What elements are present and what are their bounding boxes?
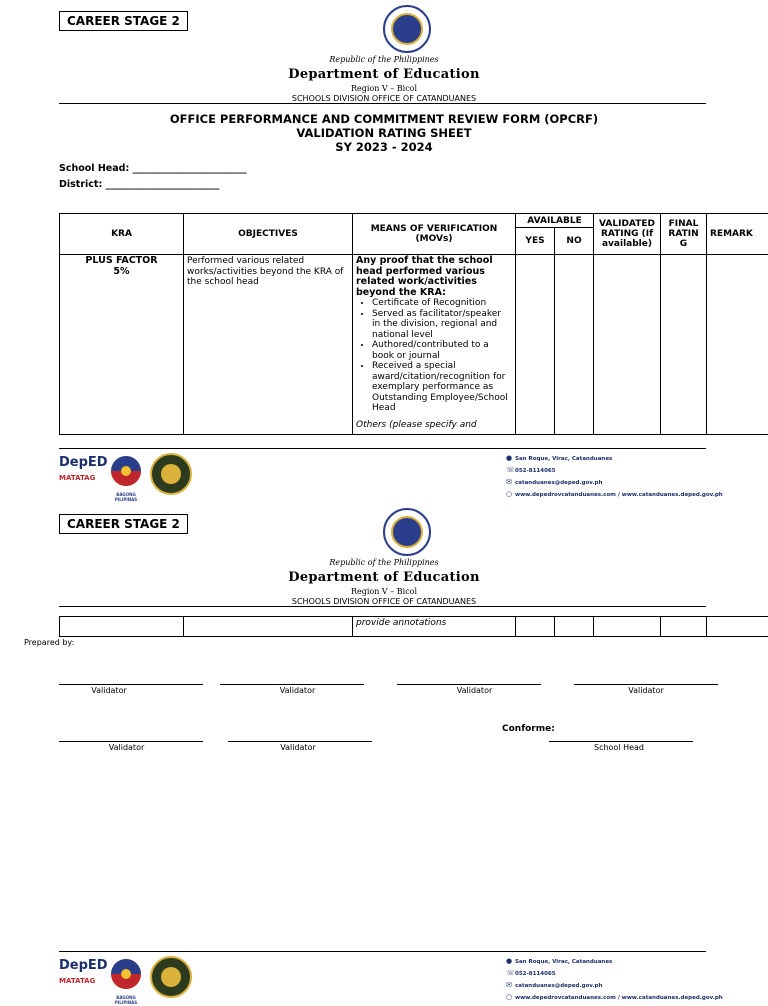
matatag-text: MATATAG bbox=[59, 474, 96, 482]
deped-seal-icon-2 bbox=[383, 508, 431, 556]
email-icon: ✉ bbox=[506, 981, 512, 989]
signature-line bbox=[397, 684, 541, 685]
phone-icon: ☏ bbox=[506, 969, 515, 977]
region-text-2: Region V – Bicol bbox=[350, 587, 418, 596]
location-pin-icon: ● bbox=[506, 957, 513, 965]
bagong-pilipinas-logo bbox=[106, 454, 146, 502]
validator-label: Validator bbox=[91, 686, 127, 695]
continuation-table bbox=[59, 616, 768, 637]
movs-cell bbox=[353, 255, 516, 435]
movs-item: • Authored/contributed to a book or journal bbox=[372, 340, 512, 361]
contact-block-2 bbox=[506, 956, 723, 1004]
movs-item: • Served as facilitator/speaker in the division, regional and national level bbox=[372, 309, 512, 341]
sdo-seal-icon bbox=[150, 453, 192, 495]
kra-cell-2 bbox=[60, 617, 184, 637]
deped-logo bbox=[59, 455, 108, 495]
no-cell bbox=[555, 255, 594, 435]
signature-line bbox=[59, 741, 203, 742]
sdo-seal-icon-2 bbox=[150, 956, 192, 998]
department-text: Department of Education bbox=[288, 67, 480, 82]
division-text: SCHOOLS DIVISION OFFICE OF CATANDUANES bbox=[291, 94, 477, 103]
validator-label: Validator bbox=[280, 743, 316, 752]
school-head-field: School Head: ________________________ bbox=[59, 163, 247, 174]
movs-heading: Any proof that the school head performed various related work/activities beyond the KRA: bbox=[356, 255, 493, 298]
region-text: Region V – Bicol bbox=[350, 84, 418, 93]
validated-cell-2 bbox=[594, 617, 661, 637]
address-text: San Roque, Virac, Catanduanes bbox=[515, 456, 613, 462]
footer-divider-2 bbox=[59, 951, 706, 952]
yes-cell-2 bbox=[516, 617, 555, 637]
form-title: OFFICE PERFORMANCE AND COMMITMENT REVIEW FORM (OPCRF) bbox=[169, 112, 599, 126]
website-text: www.depedrovcatanduanes.com / www.catanduanes.deped.gov.ph bbox=[515, 995, 723, 1001]
form-subtitle: VALIDATION RATING SHEET bbox=[296, 126, 472, 140]
department-text-2: Department of Education bbox=[288, 570, 480, 585]
header-divider-2 bbox=[59, 606, 706, 607]
kra-cell: PLUS FACTOR 5% bbox=[60, 255, 184, 435]
deped-logo-2 bbox=[59, 958, 108, 998]
phone-text: 052-8114065 bbox=[515, 468, 556, 474]
bagong-pilipinas-text: BAGONG PILIPINAS bbox=[114, 492, 138, 502]
career-stage-label: CAREER STAGE 2 bbox=[59, 11, 188, 31]
yes-cell bbox=[516, 255, 555, 435]
movs-item: • Received a special award/citation/recognition for exemplary performance as Outstanding Employee/School Head bbox=[372, 361, 512, 414]
yes-header: YES bbox=[516, 228, 555, 255]
deped-logo-text: DepED bbox=[59, 455, 108, 470]
final-cell bbox=[661, 255, 707, 435]
contact-block bbox=[506, 453, 723, 501]
signature-line bbox=[549, 741, 693, 742]
objectives-header: OBJECTIVES bbox=[184, 214, 353, 255]
validated-cell bbox=[594, 255, 661, 435]
prepared-by-label: Prepared by: bbox=[24, 638, 75, 647]
website-text: www.depedrovcatanduanes.com / www.catanduanes.deped.gov.ph bbox=[515, 492, 723, 498]
republic-text: Republic of the Philippines bbox=[329, 55, 439, 64]
validator-label: Validator bbox=[456, 686, 493, 695]
email-text: catanduanes@deped.gov.ph bbox=[515, 983, 603, 989]
validator-label: Validator bbox=[628, 686, 664, 695]
district-field: District: ________________________ bbox=[59, 179, 220, 190]
final-cell-2 bbox=[661, 617, 707, 637]
final-rating-header: FINAL RATIN G bbox=[661, 214, 707, 255]
movs-list bbox=[356, 298, 512, 414]
bagong-pilipinas-logo-2 bbox=[106, 957, 146, 1005]
signature-line bbox=[574, 684, 718, 685]
signature-line bbox=[220, 684, 364, 685]
conforme-label: Conforme: bbox=[502, 724, 555, 734]
bagong-pilipinas-icon bbox=[106, 957, 146, 991]
objective-cell-2 bbox=[184, 617, 353, 637]
career-stage-label-2: CAREER STAGE 2 bbox=[59, 514, 188, 534]
globe-icon: ○ bbox=[506, 993, 513, 1001]
rating-table bbox=[59, 213, 768, 435]
location-pin-icon: ● bbox=[506, 454, 513, 462]
matatag-text: MATATAG bbox=[59, 977, 96, 985]
signature-line bbox=[228, 741, 372, 742]
school-year: SY 2023 - 2024 bbox=[335, 140, 433, 154]
signature-line bbox=[59, 684, 203, 685]
movs-item: • Certificate of Recognition bbox=[372, 298, 512, 309]
validator-label: Validator bbox=[279, 686, 316, 695]
objective-cell: Performed various related works/activities beyond the KRA of the school head bbox=[184, 255, 353, 435]
bagong-pilipinas-icon bbox=[106, 454, 146, 488]
phone-text: 052-8114065 bbox=[515, 971, 556, 977]
movs-others: Others (please specify and bbox=[356, 419, 477, 430]
available-header: AVAILABLE bbox=[516, 214, 594, 228]
kra-header: KRA bbox=[60, 214, 184, 255]
phone-icon: ☏ bbox=[506, 466, 515, 474]
movs-header: MEANS OF VERIFICATION (MOVs) bbox=[353, 214, 516, 255]
header-divider bbox=[59, 103, 706, 104]
address-text: San Roque, Virac, Catanduanes bbox=[515, 959, 613, 965]
email-icon: ✉ bbox=[506, 478, 512, 486]
remarks-header: REMARK bbox=[707, 214, 768, 255]
no-cell-2 bbox=[555, 617, 594, 637]
validated-header: VALIDATED RATING (If available) bbox=[594, 214, 661, 255]
republic-text-2: Republic of the Philippines bbox=[329, 558, 439, 567]
deped-seal-icon bbox=[383, 5, 431, 53]
movs-continuation: provide annotations bbox=[353, 617, 516, 637]
remarks-cell-2 bbox=[707, 617, 768, 637]
globe-icon: ○ bbox=[506, 490, 513, 498]
deped-logo-text: DepED bbox=[59, 958, 108, 973]
email-text: catanduanes@deped.gov.ph bbox=[515, 480, 603, 486]
footer-divider bbox=[59, 448, 706, 449]
bagong-pilipinas-text: BAGONG PILIPINAS bbox=[114, 995, 138, 1005]
no-header: NO bbox=[555, 228, 594, 255]
validator-label: Validator bbox=[108, 743, 145, 752]
school-head-label: School Head bbox=[593, 743, 645, 752]
division-text-2: SCHOOLS DIVISION OFFICE OF CATANDUANES bbox=[291, 597, 477, 606]
remarks-cell bbox=[707, 255, 768, 435]
